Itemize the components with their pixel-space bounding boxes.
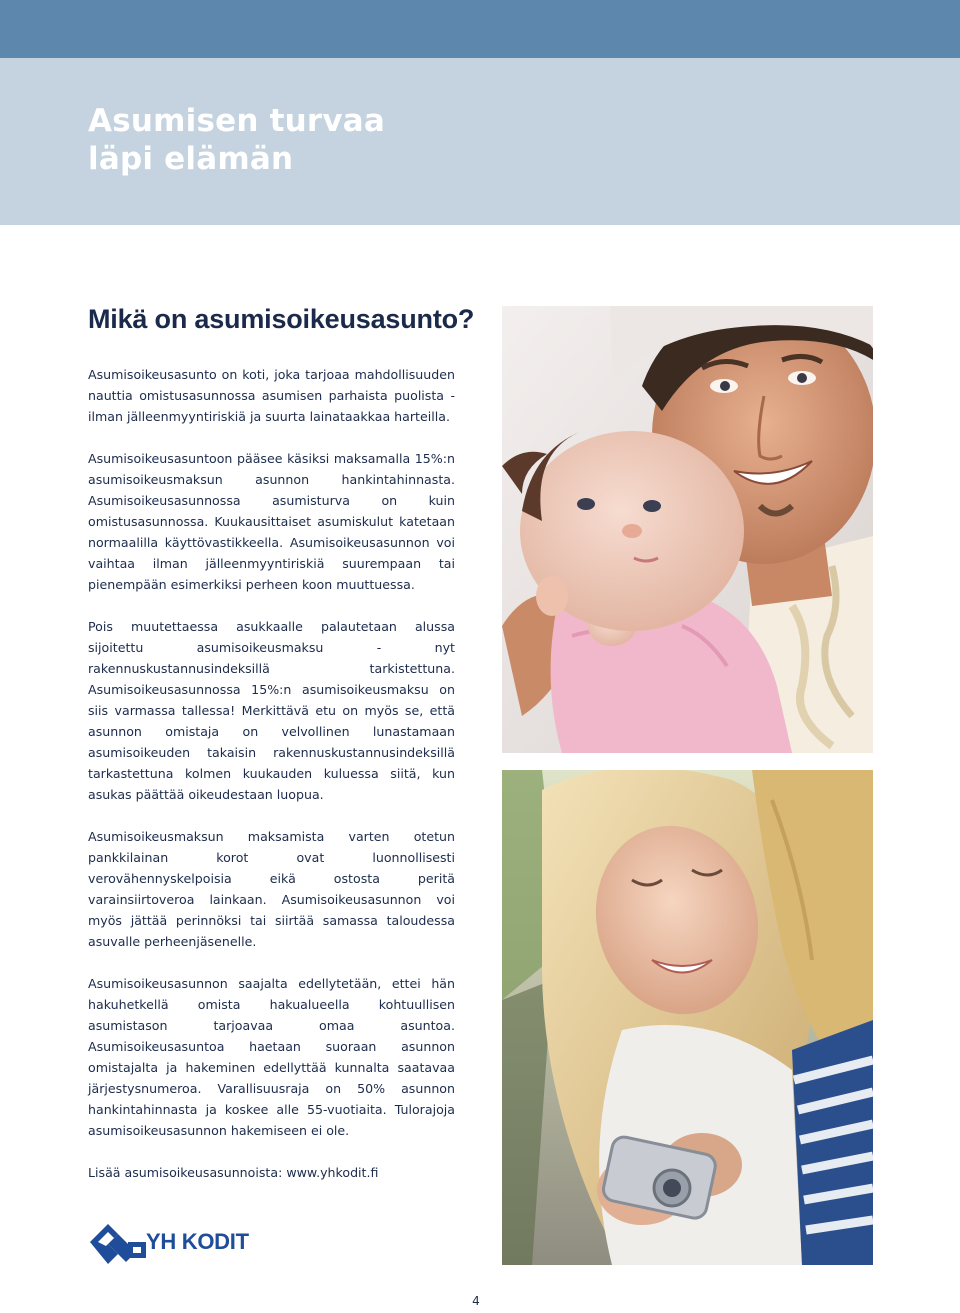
yh-kodit-logo bbox=[88, 1218, 263, 1266]
top-color-band bbox=[0, 0, 960, 58]
banner-title-line-2: läpi elämän bbox=[88, 141, 294, 177]
paragraph-4: Asumisoikeusmaksun maksamista varten otetun pankkilainan korot ovat luonnollisesti verovähennyskelpoisia eikä ostosta peritä varainsiirtoveroa lainkaan. Asumisoikeusasunnon voi myös jättää perinnöksi tai siirtää samassa taloudessa asuvalle perheenjäsenelle. bbox=[88, 829, 455, 949]
yh-kodit-logo-mark bbox=[88, 1218, 148, 1266]
page-number: 4 bbox=[472, 1294, 480, 1308]
article-heading: Mikä on asumisoikeusasunto? bbox=[88, 304, 475, 334]
paragraph-1: Asumisoikeusasunto on koti, joka tarjoaa mahdollisuuden nauttia omistusasunnossa asumisen parhaista puolista - ilman jälleenmyyntiriskiä ja suurta lainataakkaa harteilla. bbox=[88, 367, 455, 424]
paragraph-5: Asumisoikeusasunnon saajalta edellytetään, ettei hän hakuhetkellä omista hakualueella kohtuullisen asumistason tarjoavaa omaa asuntoa. Asumisoikeusasuntoa haetaan suoraan asunnon omistajalta ja hakeminen edellyttää kunnalta saatavaa järjestysnumeroa. Varallisuusraja on 50% asunnon hankintahinnasta ja koskee alle 55-vuotiaita. Tulorajoja asumisoikeusasunnon hakemiseen ei ole. bbox=[88, 976, 455, 1138]
photo-father-with-baby bbox=[502, 306, 873, 753]
paragraph-2: Asumisoikeusasuntoon pääsee käsiksi maksamalla 15%:n asumisoikeusmaksun asunnon hankintahinnasta. Asumisoikeusasunnossa asumisturva on kuin omistusasunnossa. Kuukausittaiset asumiskulut katetaan normaalilla käyttövastikkeella. Asumisoikeusasunnon voi vaihtaa ilman jälleenmyyntiriskiä suurempaan tai pienempään esimerkiksi perheen koon muuttuessa. bbox=[88, 451, 455, 592]
banner-title-line-1: Asumisen turvaa bbox=[88, 103, 386, 139]
yh-kodit-logo-text: YH KODIT bbox=[146, 1229, 249, 1254]
banner-title bbox=[88, 102, 385, 178]
article-body bbox=[88, 364, 455, 1204]
paragraph-3: Pois muutettaessa asukkaalle palautetaan alussa sijoitettu asumisoikeusmaksu - nyt rakennuskustannusindeksillä tarkistettuna. Asumisoikeusasunnossa 15%:n asumisoikeusmaksu on siis varmassa tallessa! Merkittävä etu on myös se, että asunnon omistaja on velvollinen lunastamaan asumisoikeuden takaisin rakennuskustannusindeksillä tarkastettuna kolmen kuukauden kuluessa siitä, kun asukas päättää oikeudestaan luopua. bbox=[88, 619, 455, 802]
photo-mother-and-daughter bbox=[502, 770, 873, 1265]
more-info-link[interactable]: Lisää asumisoikeusasunnoista: www.yhkodit.fi bbox=[88, 1165, 379, 1180]
